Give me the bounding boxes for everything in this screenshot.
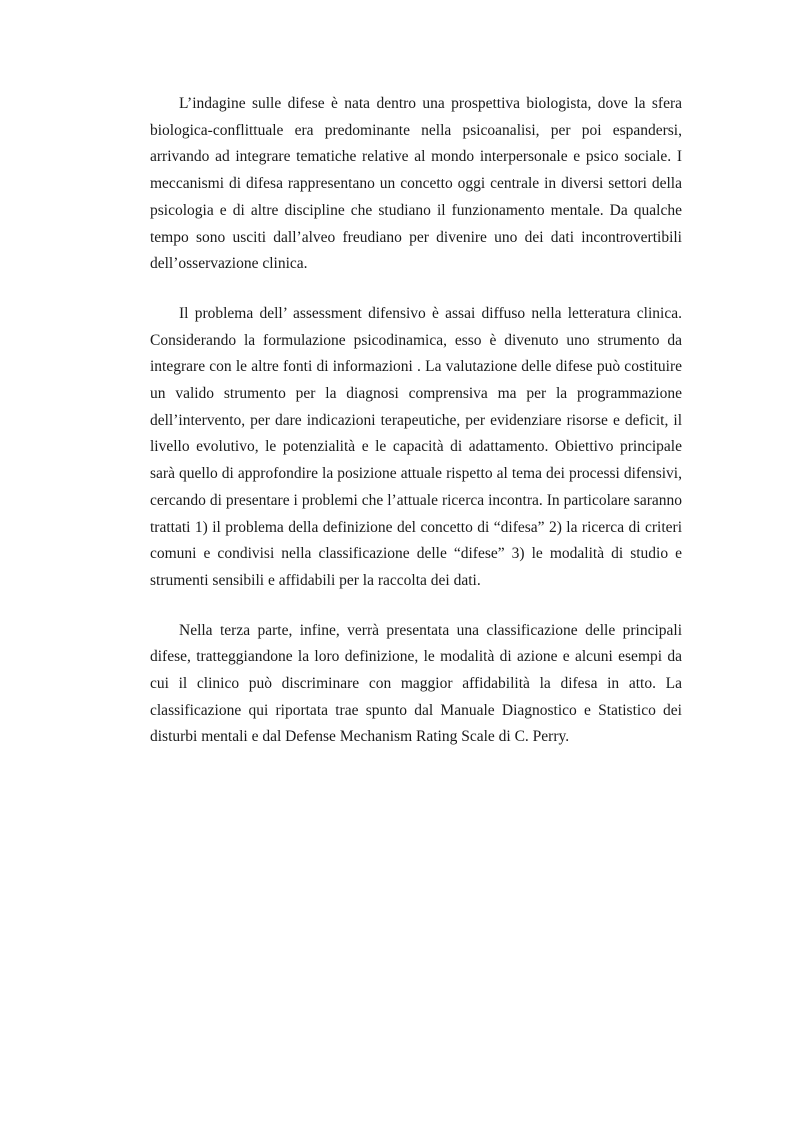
paragraph-1: L’indagine sulle difese è nata dentro una prospettiva biologista, dove la sfera biologica-conflittuale era predominante nella psicoanalisi, per poi espandersi, arrivando ad integrare tematiche relative al mondo interpersonale e psico sociale. I meccanismi di difesa rappresentano un concetto oggi centrale in diversi settori della psicologia e di altre discipline che studiano il funzionamento mentale. Da qualche tempo sono usciti dall’alveo freudiano per divenire uno dei dati incontrovertibili dell’osservazione clinica. — [150, 95, 682, 273]
paragraph-2: Il problema dell’ assessment difensivo è assai diffuso nella letteratura clinica. Considerando la formulazione psicodinamica, esso è divenuto uno strumento da integrare con le altre fonti di informazioni . La valutazione delle difese può costituire un valido strumento per la diagnosi comprensiva ma per la programmazione dell’intervento, per dare indicazioni terapeutiche, per evidenziare risorse e deficit, il livello evolutivo, le potenzialità e le capacità di adattamento. Obiettivo principale sarà quello di approfondire la posizione attuale rispetto al tema dei processi difensivi, cercando di presentare i problemi che l’attuale ricerca incontra. In particolare saranno trattati 1) il problema della definizione del concetto di “difesa” 2) la ricerca di criteri comuni e condivisi nella classificazione delle “difese” 3) le modalità di studio e strumenti sensibili e affidabili per la raccolta dei dati. — [150, 304, 682, 589]
paragraph-3: Nella terza parte, infine, verrà presentata una classificazione delle principali difese, tratteggiandone la loro definizione, le modalità di azione e alcuni esempi da cui il clinico può discriminare con maggior affidabilità la difesa in atto. La classificazione qui riportata trae spunto dal Manuale Diagnostico e Statistico dei disturbi mentali e dal Defense Mechanism Rating Scale di C. Perry. — [150, 621, 682, 746]
body-text — [150, 91, 682, 774]
